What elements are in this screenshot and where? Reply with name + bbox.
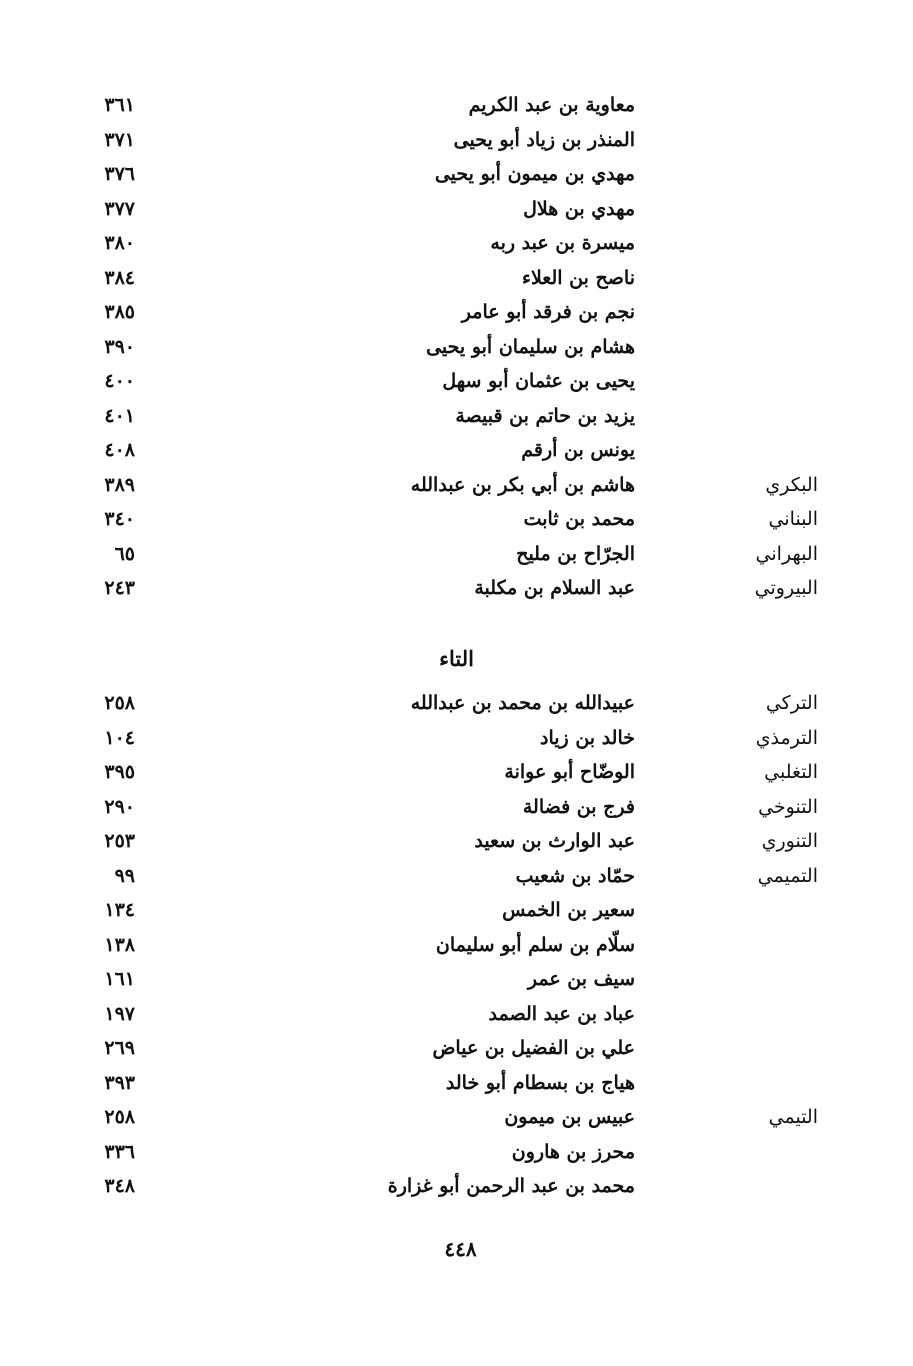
index-entry <box>0 997 913 1032</box>
entry-page-number: ٣٨٥ <box>104 301 135 323</box>
index-entry <box>0 502 913 537</box>
entry-page-number: ٤٠٠ <box>104 370 135 392</box>
entry-name: عبيس بن ميمون <box>504 1106 635 1128</box>
entry-name: نجم بن فرقد أبو عامر <box>461 301 635 323</box>
index-entry <box>0 1169 913 1204</box>
entry-name: عبد السلام بن مكلبة <box>474 577 635 599</box>
index-entry <box>0 824 913 859</box>
entry-nisba: الترمذي <box>755 726 818 749</box>
index-entry <box>0 157 913 192</box>
entry-page-number: ٣٩٠ <box>104 335 135 358</box>
entry-name: الجرّاح بن مليح <box>516 542 635 565</box>
entry-name: عبيدالله بن محمد بن عبدالله <box>410 692 635 714</box>
entry-name: مهدي بن هلال <box>523 197 635 220</box>
entry-page-number: ١٠٤ <box>104 726 135 749</box>
entry-page-number: ٣٣٦ <box>104 1140 135 1163</box>
index-entry <box>0 192 913 227</box>
index-section-before <box>0 88 913 606</box>
entry-page-number: ٣٩٣ <box>104 1071 135 1094</box>
index-entry <box>0 1135 913 1170</box>
entry-page-number: ٣٨٩ <box>104 473 135 496</box>
entry-page-number: ٤٠١ <box>104 404 135 427</box>
entry-page-number: ٩٩ <box>114 864 135 887</box>
index-entry <box>0 261 913 296</box>
index-entry <box>0 1031 913 1066</box>
entry-nisba: التنوخي <box>758 795 818 818</box>
index-entry <box>0 755 913 790</box>
index-entry <box>0 721 913 756</box>
entry-name: سيف بن عمر <box>527 968 635 990</box>
entry-page-number: ٣٨٤ <box>104 266 135 289</box>
entry-page-number: ١٣٨ <box>104 933 135 956</box>
index-entry <box>0 1066 913 1101</box>
index-entry <box>0 686 913 721</box>
index-entry <box>0 399 913 434</box>
entry-name: سعير بن الخمس <box>502 899 635 921</box>
entry-name: يزيد بن حاتم بن قبيصة <box>455 404 635 427</box>
index-entry <box>0 433 913 468</box>
entry-nisba: التغلبي <box>764 761 818 783</box>
entry-page-number: ٢٥٨ <box>104 1106 135 1128</box>
entry-page-number: ٣٨٠ <box>104 232 135 254</box>
index-entry <box>0 295 913 330</box>
index-entry <box>0 330 913 365</box>
index-entry <box>0 962 913 997</box>
index-section-taa <box>0 686 913 1204</box>
index-entry <box>0 928 913 963</box>
entry-name: فرج بن فضالة <box>522 795 635 818</box>
entry-page-number: ٦٥ <box>114 542 135 565</box>
entry-page-number: ٢٩٠ <box>104 795 135 818</box>
index-entry <box>0 123 913 158</box>
entry-page-number: ٣٤٨ <box>104 1175 135 1197</box>
entry-nisba: البهراني <box>755 542 818 565</box>
entry-page-number: ٢٥٣ <box>104 830 135 852</box>
index-entry <box>0 364 913 399</box>
entry-nisba: التميمي <box>757 864 818 887</box>
entry-name: خالد بن زياد <box>540 726 635 749</box>
entry-page-number: ٢٦٩ <box>104 1037 135 1059</box>
entry-name: محمد بن ثابت <box>523 508 635 530</box>
entry-page-number: ١٦١ <box>104 968 135 990</box>
entry-page-number: ١٩٧ <box>104 1002 135 1025</box>
entry-name: هشام بن سليمان أبو يحيى <box>426 335 635 358</box>
entry-name: محمد بن عبد الرحمن أبو غزارة <box>387 1175 635 1197</box>
entry-page-number: ٢٥٨ <box>104 692 135 714</box>
entry-name: الوضّاح أبو عوانة <box>504 761 635 783</box>
entry-name: هياج بن بسطام أبو خالد <box>445 1071 635 1094</box>
entry-name: علي بن الفضيل بن عياض <box>432 1037 635 1059</box>
entry-name: محرز بن هارون <box>511 1140 635 1163</box>
entry-name: يونس بن أرقم <box>521 439 635 461</box>
entry-nisba: التركي <box>765 692 818 714</box>
index-entry <box>0 893 913 928</box>
entry-name: يحيى بن عثمان أبو سهل <box>442 370 635 392</box>
entry-name: سلّام بن سلم أبو سليمان <box>435 933 635 956</box>
entry-name: مهدي بن ميمون أبو يحيى <box>434 163 635 185</box>
index-entry <box>0 859 913 894</box>
entry-page-number: ٢٤٣ <box>104 577 135 599</box>
entry-name: معاوية بن عبد الكريم <box>468 94 635 116</box>
page-number: ٤٤٨ <box>444 1237 477 1261</box>
entry-page-number: ١٣٤ <box>104 899 135 921</box>
entry-name: عباد بن عبد الصمد <box>488 1002 635 1025</box>
section-heading: التاء <box>439 646 474 671</box>
entry-page-number: ٣٧٧ <box>104 197 135 220</box>
entry-name: المنذر بن زياد أبو يحيى <box>453 128 635 151</box>
entry-name: حمّاد بن شعيب <box>515 864 635 887</box>
index-entry <box>0 1100 913 1135</box>
entry-name: عبد الوارث بن سعيد <box>474 830 635 852</box>
index-entry <box>0 537 913 572</box>
entry-nisba: التيمي <box>768 1106 818 1128</box>
entry-nisba: التنوري <box>761 830 818 852</box>
entry-nisba: البناني <box>768 508 818 530</box>
entry-name: ناصح بن العلاء <box>522 266 635 289</box>
index-entry <box>0 88 913 123</box>
entry-nisba: البكري <box>765 473 818 496</box>
entry-page-number: ٣٩٥ <box>104 761 135 783</box>
entry-page-number: ٣٤٠ <box>104 508 135 530</box>
entry-page-number: ٣٧٦ <box>104 163 135 185</box>
entry-name: ميسرة بن عبد ربه <box>490 232 635 254</box>
entry-page-number: ٣٧١ <box>104 128 135 151</box>
index-entry <box>0 571 913 606</box>
entry-name: هاشم بن أبي بكر بن عبدالله <box>410 473 635 496</box>
entry-nisba: البيروتي <box>754 577 818 599</box>
index-entry <box>0 226 913 261</box>
entry-page-number: ٤٠٨ <box>104 439 135 461</box>
index-entry <box>0 468 913 503</box>
index-entry <box>0 790 913 825</box>
entry-page-number: ٣٦١ <box>104 94 135 116</box>
